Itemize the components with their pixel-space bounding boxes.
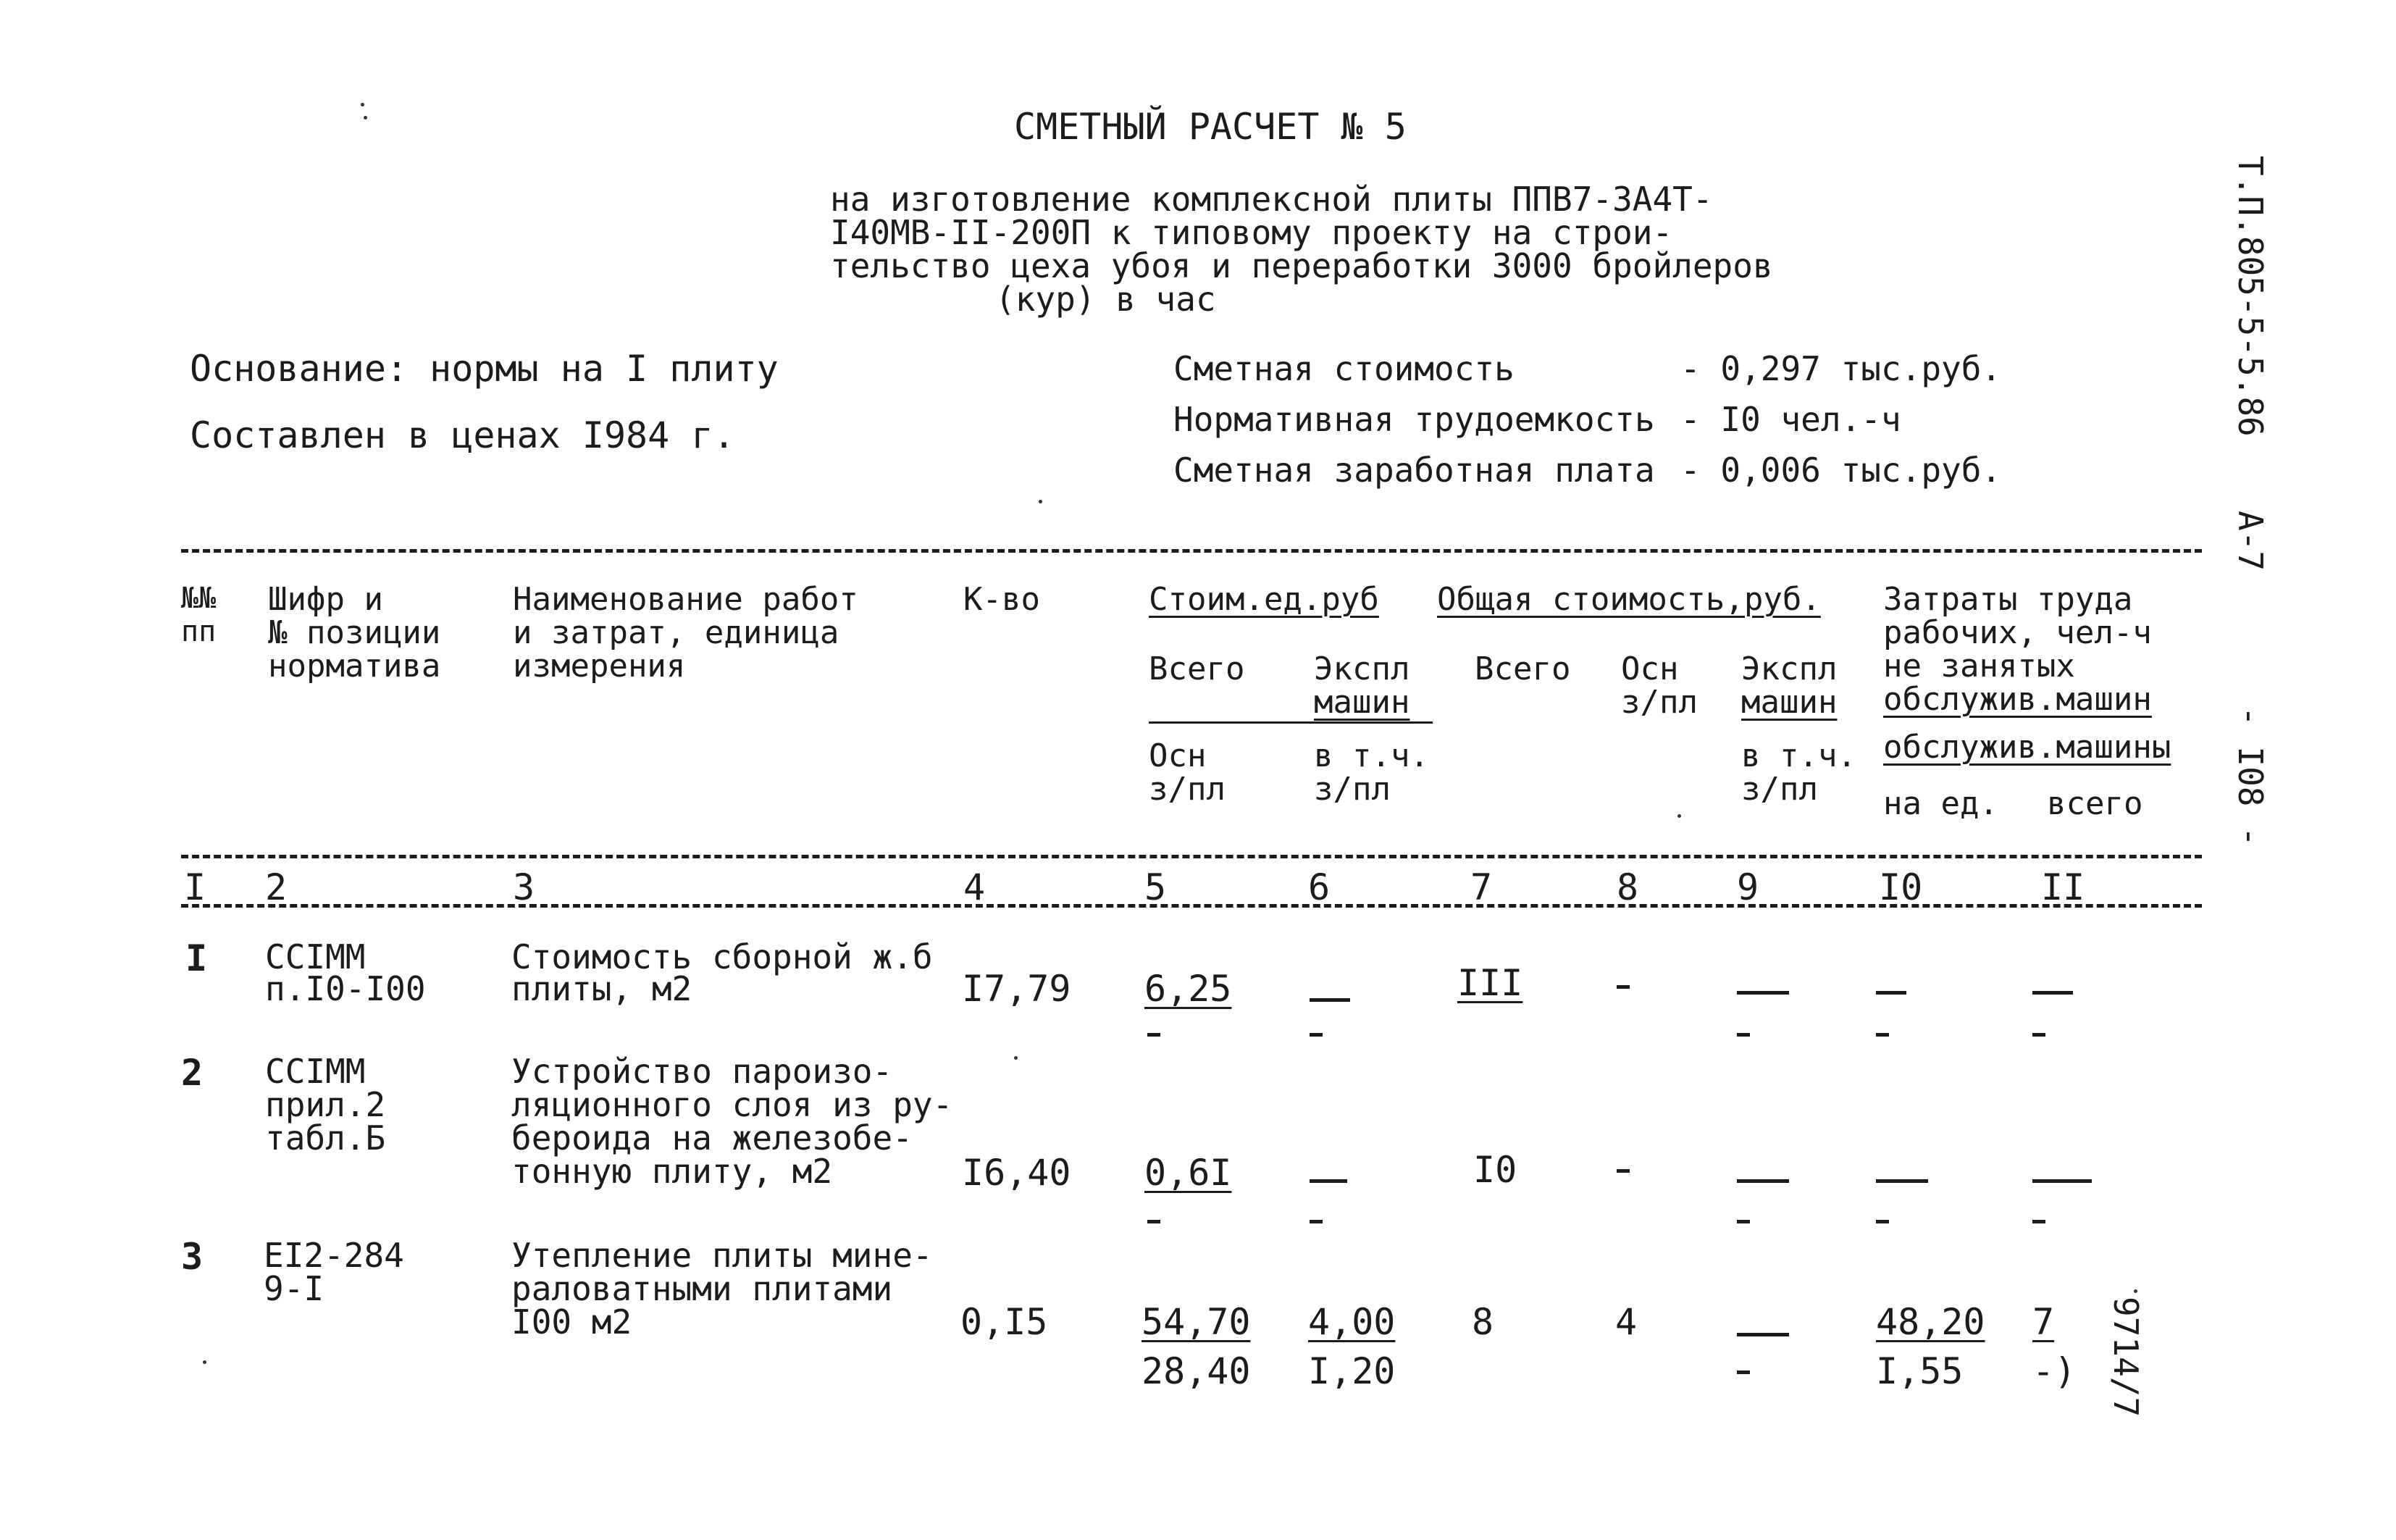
- row3-c9b: [1737, 1370, 1750, 1374]
- col6-ekspl-l2: машин: [1314, 684, 1410, 721]
- colnum-5: 5: [1144, 866, 1167, 908]
- col8-osn-l2: з/пл: [1621, 684, 1698, 721]
- labor-header-l4: обслужив.машин: [1883, 681, 2152, 718]
- row2-c11b: [2032, 1220, 2045, 1223]
- col1-header-l2: пп: [181, 615, 217, 648]
- row2-c7: I0: [1473, 1149, 1517, 1191]
- subtitle-line-2: I40МВ-II-200П к типовому проекту на строи-: [830, 213, 1673, 252]
- row2-c11: [2032, 1179, 2092, 1183]
- col5-osn-l2: з/пл: [1149, 771, 1226, 808]
- col4-header: К-во: [963, 581, 1040, 618]
- scan-speck: [1677, 814, 1681, 818]
- row1-c5: 6,25: [1144, 968, 1232, 1010]
- cost-value: - 0,297 тыс.руб.: [1680, 349, 2002, 388]
- row1-c9b: [1737, 1033, 1750, 1037]
- row2-name-l3: бероида на железобе-: [511, 1118, 913, 1158]
- row3-name-l2: раловатными плитами: [511, 1269, 893, 1308]
- colnum-1: I: [184, 866, 206, 908]
- col9-ekspl-l1: Экспл: [1741, 650, 1838, 687]
- row2-code-l2: прил.2: [265, 1085, 386, 1124]
- row2-name-l2: ляционного слоя из ру-: [511, 1085, 953, 1124]
- prices-text: Составлен в ценах I984 г.: [190, 414, 735, 456]
- subtitle-line-1: на изготовление комплексной плиты ППВ7-3А4Т-: [830, 180, 1713, 219]
- col2-header-l3: норматива: [268, 648, 441, 685]
- row1-c9: [1737, 991, 1789, 995]
- colnum-6: 6: [1308, 866, 1331, 908]
- colnum-3: 3: [513, 866, 535, 908]
- row2-num: 2: [181, 1052, 204, 1094]
- row3-c5: 54,70: [1142, 1301, 1251, 1343]
- colnum-7: 7: [1470, 866, 1493, 908]
- col6-ekspl-l1: Экспл: [1314, 650, 1410, 687]
- row1-c10b: [1876, 1033, 1889, 1037]
- col3-header-l1: Наименование работ: [513, 581, 858, 618]
- row2-c5b: [1147, 1220, 1160, 1223]
- colnum-11: II: [2041, 866, 2085, 908]
- row2-c6b: [1310, 1220, 1323, 1223]
- row3-c11b: -): [2032, 1350, 2077, 1392]
- row3-c7: 8: [1472, 1301, 1494, 1343]
- scan-speck: [361, 103, 364, 106]
- col3-header-l3: измерения: [513, 648, 686, 685]
- row3-c10: 48,20: [1876, 1301, 1985, 1343]
- colnum-rule: [181, 904, 2202, 908]
- col8-osn-l1: Осн: [1621, 650, 1679, 687]
- labor-per-unit: на ед.: [1883, 785, 1998, 822]
- row1-c7: III: [1457, 962, 1523, 1004]
- page-number-margin: - I08 -: [2231, 706, 2270, 847]
- scan-speck: [1039, 500, 1042, 503]
- labor-label: Нормативная трудоемкость: [1173, 400, 1655, 439]
- row1-code-l2: п.I0-I00: [265, 969, 426, 1008]
- row2-code-l1: ССIММ: [265, 1052, 366, 1091]
- row1-code-l1: ССIММ: [265, 937, 366, 976]
- unit-cost-header: Стоим.ед.руб: [1149, 581, 1379, 618]
- wage-value: - 0,006 тыс.руб.: [1680, 451, 2002, 490]
- col9-vtch-l1: в т.ч.: [1741, 737, 1856, 774]
- table-header-rule: [181, 855, 2202, 858]
- doc-code-margin: Т.П.805-5-5.86: [2231, 156, 2270, 437]
- col9-vtch-l2: з/пл: [1741, 771, 1818, 808]
- labor-total: всего: [2047, 785, 2143, 822]
- row1-name-l1: Стоимость сборной ж.б: [511, 937, 933, 976]
- col7-vsego: Всего: [1475, 650, 1571, 687]
- row2-name-l4: тонную плиту, м2: [511, 1152, 833, 1191]
- col9-ekspl-l2: машин: [1741, 684, 1838, 721]
- scan-speck: [1014, 1056, 1018, 1060]
- colnum-2: 2: [265, 866, 288, 908]
- colnum-8: 8: [1617, 866, 1639, 908]
- row3-code-l2: 9-I: [264, 1269, 324, 1308]
- basis-text: Основание: нормы на I плиту: [190, 348, 779, 390]
- row2-c8: [1617, 1169, 1630, 1173]
- inventory-number: 9714/7: [2106, 1297, 2145, 1418]
- scan-speck: [364, 116, 367, 120]
- row3-c8: 4: [1615, 1301, 1638, 1343]
- row2-c5: 0,6I: [1144, 1152, 1232, 1194]
- cost-label: Сметная стоимость: [1173, 349, 1515, 388]
- col5-osn-l1: Осн: [1149, 737, 1207, 774]
- col6-vtch-l1: в т.ч.: [1314, 737, 1429, 774]
- colnum-10: I0: [1879, 866, 1923, 908]
- row3-num: 3: [181, 1236, 204, 1278]
- col2-header-l1: Шифр и: [268, 581, 383, 618]
- labor-header-l2: рабочих, чел-ч: [1883, 614, 2152, 651]
- labor-header-l3: не занятых: [1883, 648, 2075, 685]
- col6-vtch-l2: з/пл: [1314, 771, 1391, 808]
- row3-c6b: I,20: [1308, 1350, 1396, 1392]
- table-top-rule: [181, 549, 2202, 553]
- wage-label: Сметная заработная плата: [1173, 451, 1655, 490]
- colnum-4: 4: [963, 866, 986, 908]
- row1-c11b: [2032, 1033, 2045, 1037]
- row2-c9b: [1737, 1220, 1750, 1223]
- row1-c10: [1876, 991, 1906, 995]
- col5-vsego: Всего: [1149, 650, 1245, 687]
- row3-c6: 4,00: [1308, 1301, 1396, 1343]
- row2-code-l3: табл.Б: [265, 1118, 386, 1158]
- page-title: СМЕТНЫЙ РАСЧЕТ № 5: [1014, 106, 1407, 148]
- labor-header-l5: обслужив.машины: [1883, 729, 2171, 766]
- row2-name-l1: Устройство пароизо-: [511, 1052, 893, 1091]
- row1-c5b: [1147, 1033, 1160, 1037]
- subtitle-line-4: (кур) в час: [995, 280, 1216, 319]
- row2-c10b: [1876, 1220, 1889, 1223]
- row3-c9: [1737, 1333, 1789, 1336]
- row3-code-l1: EI2-284: [264, 1236, 404, 1275]
- row1-c6b: [1310, 1033, 1323, 1037]
- row1-c8: [1617, 985, 1630, 989]
- labor-header-l1: Затраты труда: [1883, 581, 2133, 618]
- row3-c11: 7: [2032, 1301, 2055, 1343]
- row2-c6: [1310, 1179, 1347, 1183]
- row2-c9: [1737, 1179, 1789, 1183]
- row1-c6: [1310, 998, 1350, 1002]
- row1-num: I: [185, 937, 208, 979]
- scan-speck: [203, 1360, 206, 1364]
- total-cost-header: Общая стоимость,руб.: [1437, 581, 1821, 618]
- row3-name-l3: I00 м2: [511, 1302, 632, 1342]
- colnum-9: 9: [1737, 866, 1759, 908]
- row1-name-l2: плиты, м2: [511, 969, 692, 1008]
- row3-c10b: I,55: [1876, 1350, 1964, 1392]
- row3-c5b: 28,40: [1142, 1350, 1251, 1392]
- row2-c10: [1876, 1179, 1928, 1183]
- col3-header-l2: и затрат, единица: [513, 614, 839, 651]
- row2-qty: I6,40: [962, 1152, 1071, 1194]
- album-margin: А-7: [2231, 511, 2270, 572]
- scan-speck: [2134, 1289, 2137, 1293]
- labor-value: - I0 чел.-ч: [1680, 400, 1901, 439]
- row3-qty: 0,I5: [960, 1301, 1048, 1343]
- row1-c11: [2032, 991, 2073, 995]
- unit-cost-divider: [1149, 721, 1433, 724]
- row3-name-l1: Утепление плиты мине-: [511, 1236, 933, 1275]
- subtitle-line-3: тельство цеха убоя и переработки 3000 бройлеров: [830, 246, 1773, 285]
- col2-header-l2: № позиции: [268, 614, 441, 651]
- col1-header-l1: №№: [181, 582, 217, 615]
- row1-qty: I7,79: [962, 968, 1071, 1010]
